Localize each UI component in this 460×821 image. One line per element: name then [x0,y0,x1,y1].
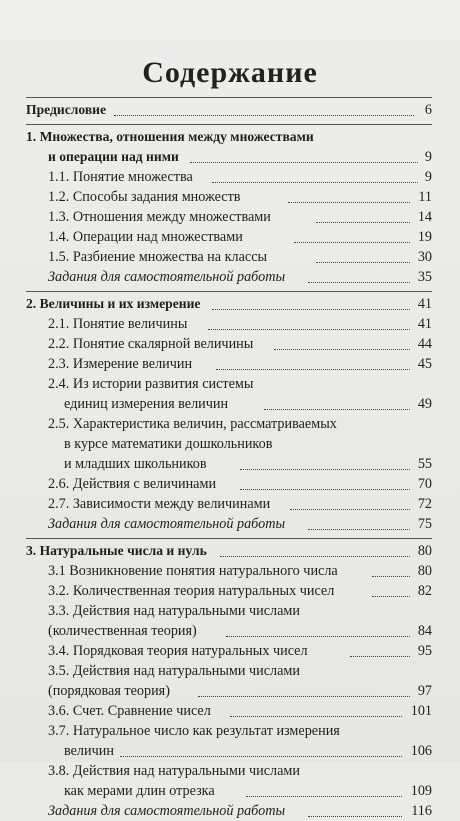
toc-entry[interactable] [26,474,432,494]
toc-entry-page: 30 [417,249,432,265]
toc-entry-page: 9 [424,169,432,185]
toc-entry-text: величин [64,743,114,759]
toc-chapter-2[interactable] [26,294,432,314]
toc-entry-text: и младших школьников [64,456,207,472]
toc-entry-line1[interactable] [26,601,432,621]
toc-entry-page: 35 [417,269,432,285]
toc-entry-line1[interactable] [26,414,432,434]
toc-entry-text: 1.3. Отношения между множествами [48,209,271,225]
toc-entry-text: 1.2. Способы задания множеств [48,189,241,205]
toc-entry-text: 3.1 Возникновение понятия натурального числа [48,563,338,579]
toc-entry-page: 72 [417,496,432,512]
toc-entry[interactable] [26,314,432,334]
toc-entry[interactable] [26,581,432,601]
toc-entry[interactable] [26,561,432,581]
toc-entry-exercises[interactable] [26,514,432,534]
divider [26,124,432,125]
toc-entry-page: 80 [417,563,432,579]
toc-chapter-3[interactable] [26,541,432,561]
toc-entry[interactable] [26,354,432,374]
page-title: Содержание [142,56,318,89]
toc-entry[interactable] [26,167,432,187]
toc-entry-exercises[interactable] [26,267,432,287]
toc-entry[interactable] [26,187,432,207]
toc-entry-text: 1.4. Операции над множествами [48,229,243,245]
toc-entry-page: 11 [418,189,432,205]
toc-entry-text: 3.8. Действия над натуральными числами [48,763,300,779]
toc-entry-text: 3.4. Порядковая теория натуральных чисел [48,643,308,659]
toc-entry-text: 2.3. Измерение величин [48,356,193,372]
toc-entry-line1[interactable] [26,721,432,741]
toc-entry-line2[interactable] [26,781,432,801]
toc-entry-page: 106 [410,743,432,759]
toc-entry-text: и операции над ними [48,149,179,164]
toc-entry-page: 109 [410,783,432,799]
toc-entry-page: 19 [417,229,432,245]
divider [26,538,432,539]
toc-entry-page: 75 [417,516,432,532]
toc-chapter-1-line1[interactable] [26,127,432,147]
toc-entry-preface[interactable] [26,100,432,120]
toc-entry[interactable] [26,701,432,721]
toc-entry-page: 41 [417,316,432,332]
toc-entry-page: 84 [417,623,432,639]
toc-entry-line1[interactable] [26,374,432,394]
toc-entry-page: 82 [417,583,432,599]
toc-entry-line2[interactable] [26,741,432,761]
toc-entry-text: Задания для самостоятельной работы [48,269,286,285]
toc-entry[interactable] [26,247,432,267]
table-of-contents [26,97,432,821]
toc-entry-text: 1.1. Понятие множества [48,169,193,185]
toc-entry[interactable] [26,641,432,661]
toc-entry-text: 3.3. Действия над натуральными числами [48,603,300,619]
toc-entry-line2[interactable] [26,621,432,641]
toc-entry-page: 6 [424,102,432,118]
toc-entry-text: Задания для самостоятельной работы [48,516,286,532]
toc-entry-text: 2.1. Понятие величины [48,316,188,332]
toc-entry-text: как мерами длин отрезка [64,783,215,799]
toc-entry-text: 3. Натуральные числа и нуль [26,543,207,558]
toc-chapter-1-line2[interactable] [26,147,432,167]
toc-entry-page: 9 [424,149,432,165]
toc-entry-text: 3.6. Счет. Сравнение чисел [48,703,211,719]
toc-entry-text: Задания для самостоятельной работы [48,803,286,819]
toc-entry-page: 101 [410,703,432,719]
toc-entry-text: единиц измерения величин [64,396,229,412]
toc-entry-text: 2.2. Понятие скалярной величины [48,336,254,352]
toc-entry-line1[interactable] [26,661,432,681]
toc-entry-page: 55 [417,456,432,472]
toc-entry-text: 3.7. Натуральное число как результат измерения [48,723,340,739]
toc-entry-line1[interactable] [26,761,432,781]
toc-entry-line2[interactable] [26,394,432,414]
toc-entry-page: 97 [417,683,432,699]
toc-entry-text: 2.5. Характеристика величин, рассматриваемых [48,416,337,432]
toc-entry-line3[interactable] [26,454,432,474]
toc-entry-text: 2. Величины и их измерение [26,296,201,311]
toc-entry-text: 1. Множества, отношения между множествами [26,129,314,144]
toc-entry-text: 2.7. Зависимости между величинами [48,496,271,512]
toc-entry-page: 14 [417,209,432,225]
divider [26,97,432,98]
toc-entry-page: 45 [417,356,432,372]
toc-entry-line2[interactable] [26,681,432,701]
toc-entry-text: 1.5. Разбиение множества на классы [48,249,268,265]
toc-entry-text: 3.2. Количественная теория натуральных чисел [48,583,335,599]
toc-entry-line2[interactable] [26,434,432,454]
toc-entry-text: (количественная теория) [48,623,197,639]
toc-entry[interactable] [26,227,432,247]
toc-entry-text: 2.6. Действия с величинами [48,476,217,492]
toc-entry-page: 41 [417,296,432,312]
toc-entry-text: 2.4. Из истории развития системы [48,376,254,392]
toc-entry[interactable] [26,334,432,354]
toc-entry-text: (порядковая теория) [48,683,170,699]
toc-entry-page: 80 [417,543,432,559]
toc-entry-text: Предисловие [26,102,107,117]
toc-entry-text: в курсе математики дошкольников [64,436,273,452]
toc-entry-text: 3.5. Действия над натуральными числами [48,663,300,679]
toc-entry-page: 70 [417,476,432,492]
toc-entry-page: 44 [417,336,432,352]
toc-entry-exercises[interactable] [26,801,432,821]
toc-entry[interactable] [26,207,432,227]
toc-entry[interactable] [26,494,432,514]
toc-entry-page: 49 [417,396,432,412]
toc-entry-page: 116 [411,803,432,819]
divider [26,291,432,292]
toc-entry-page: 95 [417,643,432,659]
